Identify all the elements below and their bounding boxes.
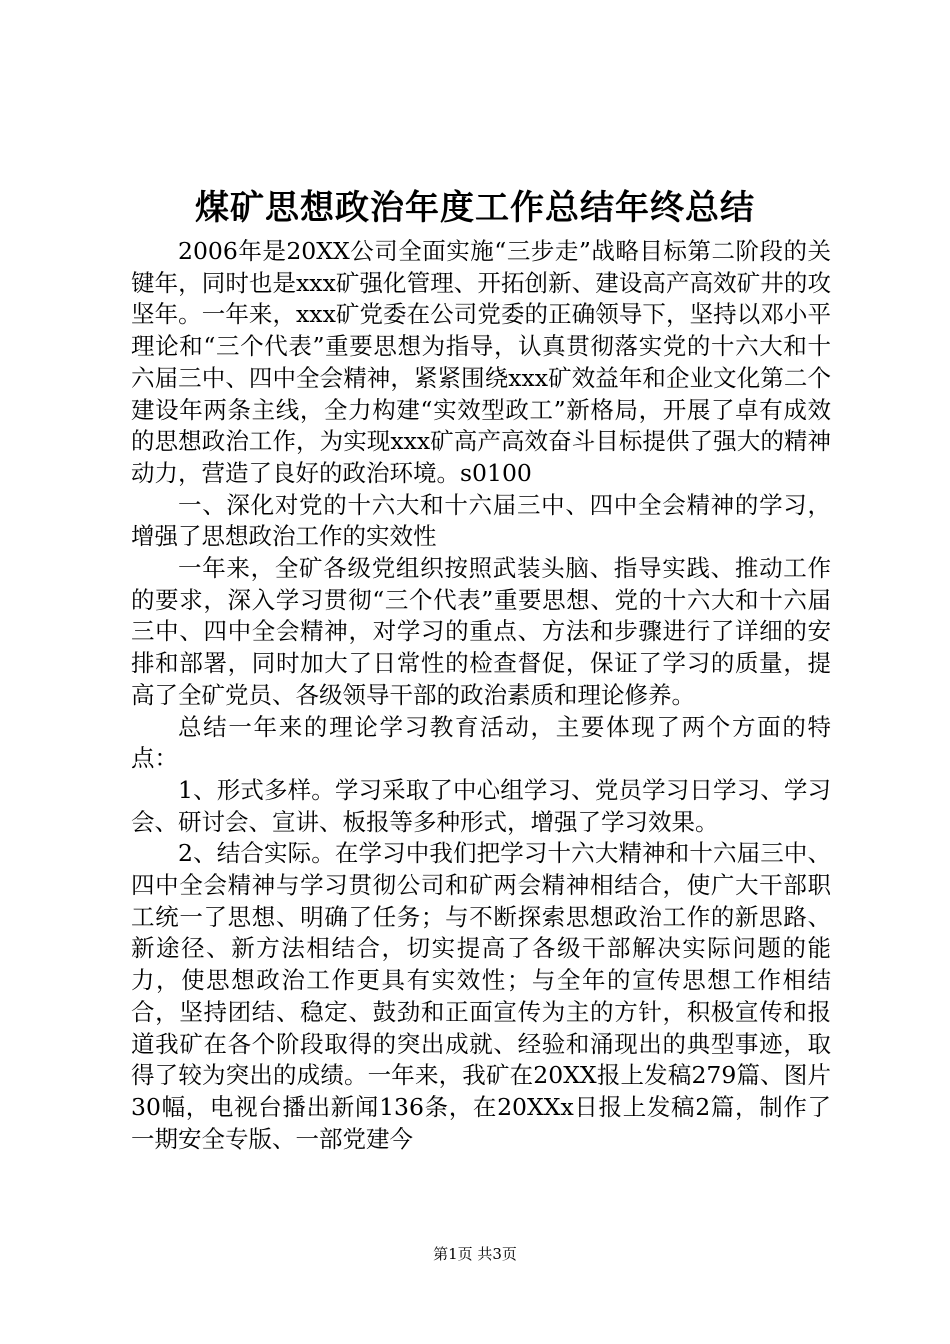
paragraph-intro: 2006年是20XX公司全面实施“三步走”战略目标第二阶段的关键年，同时也是xxx矿强化管理、开拓创新、建设高产高效矿井的攻坚年。一年来，xxx矿党委在公司党委的正确领导下，坚持以邓小平理论和“三个代表”重要思想为指导，认真贯彻落实党的十六大和十六届三中、四中全会精神，紧紧围绕xxx矿效益年和企业文化第二个建设年两条主线，全力构建“实效型政工”新格局，开展了卓有成效的思想政治工作，为实现xxx矿高产高效奋斗目标提供了强大的精神动力，营造了良好的政治环境。s0100 <box>131 237 831 487</box>
list-item-1: 1、形式多样。学习采取了中心组学习、党员学习日学习、学习会、研讨会、宣讲、板报等多种形式，增强了学习效果。 <box>131 775 831 836</box>
paragraph-study: 一年来，全矿各级党组织按照武装头脑、指导实践、推动工作的要求，深入学习贯彻“三个代表”重要思想、党的十六大和十六届三中、四中全会精神，对学习的重点、方法和步骤进行了详细的安排和部署，同时加大了日常性的检查督促，保证了学习的质量，提高了全矿党员、各级领导干部的政治素质和理论修养。 <box>131 554 831 709</box>
document-title: 煤矿思想政治年度工作总结年终总结 <box>195 188 755 228</box>
section-heading-1: 一、深化对党的十六大和十六届三中、四中全会精神的学习，增强了思想政治工作的实效性 <box>131 490 831 551</box>
paragraph-summary: 总结一年来的理论学习教育活动，主要体现了两个方面的特点： <box>131 712 831 773</box>
document-body <box>131 236 831 1155</box>
page-footer: 第1页 共3页 <box>433 1245 517 1263</box>
list-item-2: 2、结合实际。在学习中我们把学习十六大精神和十六届三中、四中全会精神与学习贯彻公司和矿两会精神相结合，使广大干部职工统一了思想、明确了任务；与不断探索思想政治工作的新思路、新途径、新方法相结合，切实提高了各级干部解决实际问题的能力，使思想政治工作更具有实效性；与全年的宣传思想工作相结合，坚持团结、稳定、鼓劲和正面宣传为主的方针，积极宣传和报道我矿在各个阶段取得的突出成就、经验和涌现出的典型事迹，取得了较为突出的成绩。一年来，我矿在20XX报上发稿279篇、图片30幅，电视台播出新闻136条，在20XXx日报上发稿2篇，制作了一期安全专版、一部党建今 <box>131 839 831 1153</box>
